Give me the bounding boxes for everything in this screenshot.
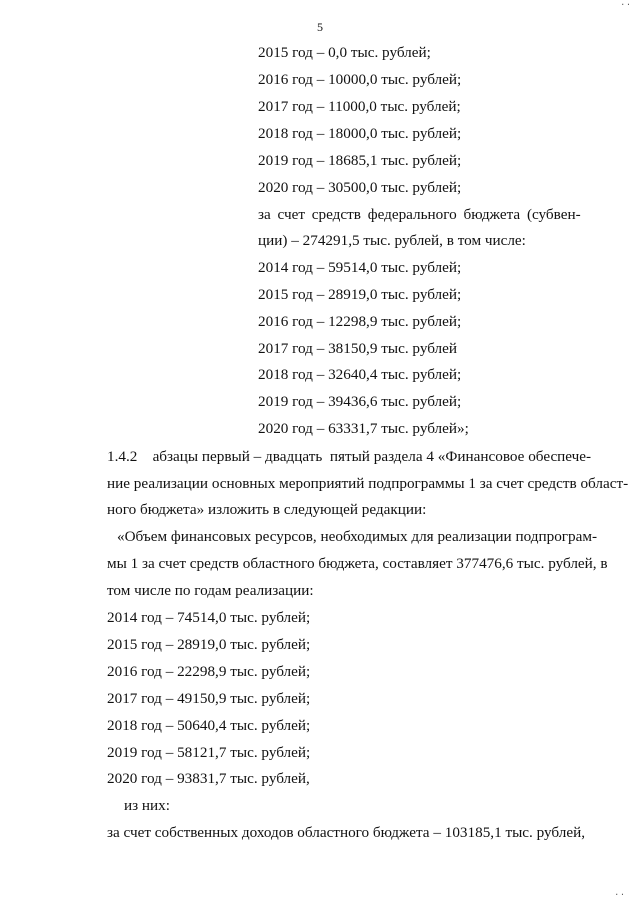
list-item: 2020 год – 30500,0 тыс. рублей; [258, 179, 462, 196]
page-number: 5 [317, 20, 323, 34]
list-item: 2016 год – 12298,9 тыс. рублей; [258, 313, 462, 330]
list-item: 2017 год – 11000,0 тыс. рублей; [258, 98, 461, 115]
list-item: 2015 год – 28919,0 тыс. рублей; [258, 286, 462, 303]
list-item: 2020 год – 63331,7 тыс. рублей»; [258, 420, 469, 437]
list-item: 2020 год – 93831,7 тыс. рублей, [107, 770, 310, 787]
list-item: 2015 год – 28919,0 тыс. рублей; [107, 636, 311, 653]
list-item: 2016 год – 22298,9 тыс. рублей; [107, 663, 311, 680]
list-item: 2018 год – 32640,4 тыс. рублей; [258, 366, 462, 383]
list-item: 2019 год – 39436,6 тыс. рублей; [258, 393, 462, 410]
paragraph-volume-line-1: «Объем финансовых ресурсов, необходимых для реализации подпрограм- [117, 528, 598, 545]
list-item: 2018 год – 18000,0 тыс. рублей; [258, 125, 462, 142]
list-item: 2014 год – 59514,0 тыс. рублей; [258, 259, 462, 276]
paragraph-volume-line-2: мы 1 за счет средств областного бюджета, составляет 377476,6 тыс. рублей, в [107, 555, 608, 572]
of-them-label: из них: [124, 797, 170, 814]
scan-mark-bottom: ‧ ‧ [615, 890, 624, 901]
list-item: 2017 год – 38150,9 тыс. рублей [258, 340, 458, 357]
paragraph-142-line-2: ние реализации основных мероприятий подпрограммы 1 за счет средств област- [107, 475, 629, 492]
paragraph-142-line-3: ного бюджета» изложить в следующей редакции: [107, 501, 427, 518]
list-item: 2016 год – 10000,0 тыс. рублей; [258, 71, 462, 88]
paragraph-volume-line-3: том числе по годам реализации: [107, 582, 314, 599]
paragraph-142-line-1: 1.4.2 абзацы первый – двадцать пятый раздела 4 «Финансовое обеспече- [107, 448, 592, 465]
list-item: 2014 год – 74514,0 тыс. рублей; [107, 609, 311, 626]
list-item: 2019 год – 18685,1 тыс. рублей; [258, 152, 462, 169]
list-item: 2018 год – 50640,4 тыс. рублей; [107, 717, 311, 734]
federal-intro-line-1: за счет средств федерального бюджета (субвен- [258, 206, 581, 223]
own-revenue-line: за счет собственных доходов областного бюджета – 103185,1 тыс. рублей, [107, 824, 586, 841]
scan-mark-top: ‧ ‧ [621, 0, 630, 11]
federal-intro-line-2: ции) – 274291,5 тыс. рублей, в том числе: [258, 232, 526, 249]
list-item: 2015 год – 0,0 тыс. рублей; [258, 44, 431, 61]
list-item: 2017 год – 49150,9 тыс. рублей; [107, 690, 311, 707]
list-item: 2019 год – 58121,7 тыс. рублей; [107, 744, 311, 761]
